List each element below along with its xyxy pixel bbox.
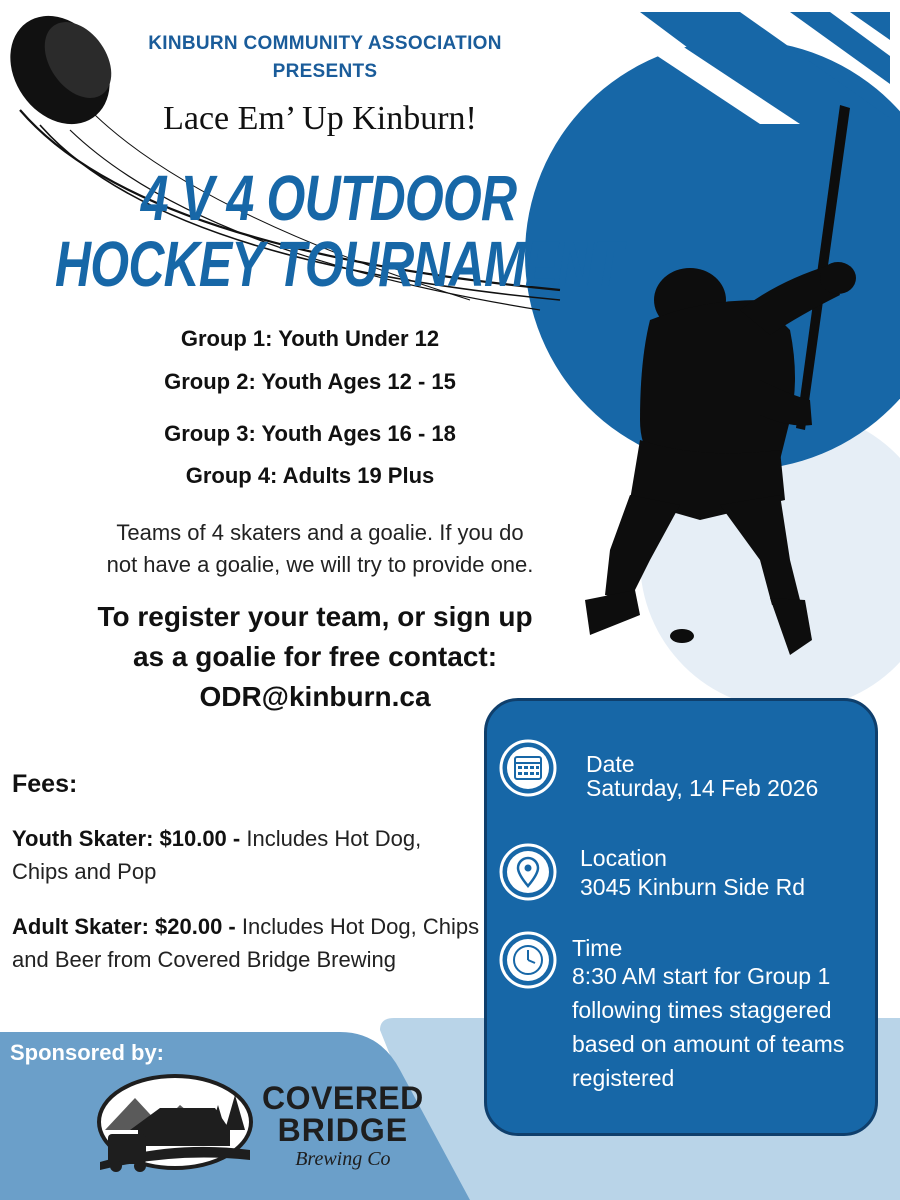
location-value: 3045 Kinburn Side Rd	[580, 874, 806, 900]
teams-note	[60, 517, 580, 581]
contact-email[interactable]: ODR@kinburn.ca	[199, 681, 431, 712]
time-label: Time	[572, 935, 623, 961]
adult-fee-description: Includes Hot Dog, Chips and Beer from Covered Bridge Brewing	[12, 914, 480, 972]
group-item-4: Group 4: Adults 19 Plus	[185, 463, 435, 488]
sponsor-name-line-2: BRIDGE	[277, 1112, 409, 1148]
clock-icon	[498, 930, 558, 990]
organization-name: KINBURN COMMUNITY ASSOCIATION	[148, 33, 502, 54]
time-value: 8:30 AM start for Group 1 following times staggered based on amount of teams registered	[572, 963, 845, 1091]
title-line-1: 4 V 4 OUTDOOR	[140, 162, 517, 234]
group-item-2: Group 2: Youth Ages 12 - 15	[164, 369, 456, 394]
adult-fee	[12, 910, 482, 976]
date-value: Saturday, 14 Feb 2026	[586, 775, 819, 801]
group-item-1: Group 1: Youth Under 12	[180, 326, 440, 351]
teams-note-line-2: not have a goalie, we will try to provide one.	[106, 552, 534, 577]
group-item-3: Group 3: Youth Ages 16 - 18	[164, 421, 456, 446]
calendar-icon	[498, 738, 558, 798]
register-line-2: as a goalie for free contact:	[132, 641, 498, 672]
sponsor-name	[262, 1082, 424, 1171]
youth-fee-description: Includes Hot Dog, Chips and Pop	[12, 826, 422, 884]
sponsor-name-line-3: Brewing Co	[295, 1148, 391, 1170]
youth-fee-label: Youth Skater: $10.00 -	[12, 826, 241, 851]
tournament-title	[55, 162, 623, 300]
sponsor-label: Sponsored by:	[10, 1040, 165, 1065]
location-pin-icon	[498, 842, 558, 902]
adult-fee-label: Adult Skater: $20.00 -	[12, 914, 236, 939]
title-line-2: HOCKEY TOURNAMENT	[55, 228, 623, 300]
organization-header	[0, 30, 650, 86]
tagline: Lace Em’ Up Kinburn!	[163, 100, 477, 137]
register-line-1: To register your team, or sign up	[97, 601, 533, 632]
presents-text: PRESENTS	[272, 61, 378, 82]
sponsor-name-line-1: COVERED	[262, 1080, 424, 1116]
youth-fee	[12, 822, 442, 888]
fees-heading: Fees:	[12, 770, 78, 798]
date-label: Date	[586, 751, 635, 777]
location-label: Location	[580, 845, 667, 871]
teams-note-line-1: Teams of 4 skaters and a goalie. If you do	[116, 520, 524, 545]
